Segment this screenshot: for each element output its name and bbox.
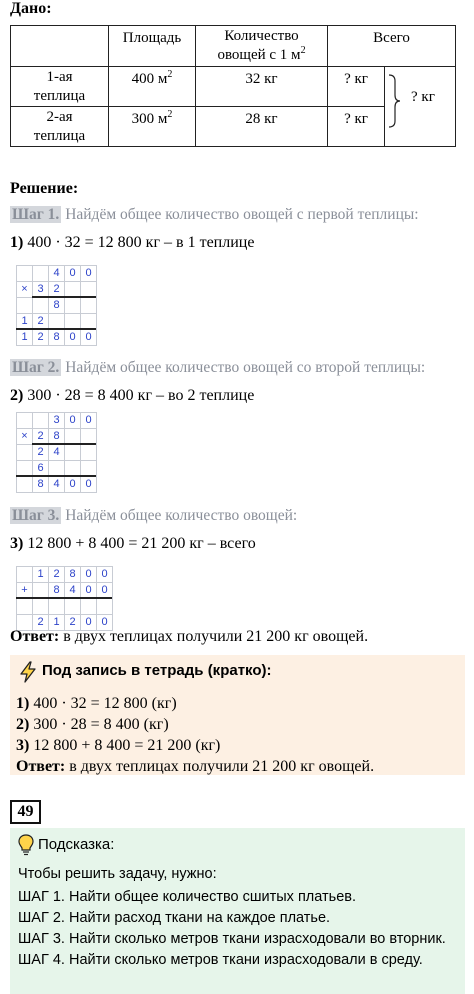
- task-number: 49: [10, 800, 41, 824]
- calc-cell: [81, 298, 97, 314]
- short-note-line: 1) 400 · 32 = 12 800 (кг): [16, 695, 177, 712]
- equation-3: 3) 12 800 + 8 400 = 21 200 кг – всего: [10, 535, 256, 552]
- table-row: [11, 67, 456, 107]
- calc-cell: ×: [17, 429, 33, 445]
- step-text: Найдём общее количество овощей с первой теплицы:: [65, 206, 419, 223]
- short-note-box: [10, 655, 465, 775]
- calc-cell: 1: [49, 615, 65, 631]
- step-text: Найдём общее количество овощей:: [65, 507, 298, 524]
- calc-cell: [17, 567, 33, 583]
- header-per-m2: [196, 26, 328, 67]
- sum-cell: [385, 67, 456, 147]
- solution-heading: Решение:: [10, 180, 79, 197]
- calc-cell: 2: [33, 314, 49, 330]
- hint-steps: [18, 887, 458, 971]
- step-badge: Шаг 1.: [12, 206, 60, 223]
- calc-cell: [33, 413, 49, 429]
- calc-cell: 0: [81, 567, 97, 583]
- given-table: [10, 25, 456, 147]
- calc-cell: [17, 298, 33, 314]
- short-note-answer: Ответ: в двух теплицах получили 21 200 кг овощей.: [16, 758, 375, 775]
- hint-step: ШАГ 1. Найти общее количество сшитых платьев.: [18, 889, 356, 905]
- calc-cell: 0: [65, 330, 81, 346]
- calc-cell: 8: [33, 477, 49, 493]
- calc-cell: ×: [17, 282, 33, 298]
- hint-step: ШАГ 3. Найти сколько метров ткани израсходовали во вторник.: [18, 931, 446, 947]
- short-note-line: 3) 12 800 + 8 400 = 21 200 (кг): [16, 737, 221, 754]
- equation-1: 1) 400 · 32 = 12 800 кг – в 1 теплице: [10, 234, 255, 251]
- calc-cell: [33, 599, 49, 615]
- step-1-title: [10, 206, 419, 224]
- calc-cell: 3: [49, 413, 65, 429]
- given-heading: Дано:: [10, 0, 52, 17]
- calc-cell: 2: [65, 615, 81, 631]
- calc-cell: 8: [49, 583, 65, 599]
- calc-cell: +: [17, 583, 33, 599]
- calc-cell: 2: [33, 429, 49, 445]
- step-badge: Шаг 3.: [12, 507, 60, 524]
- equation-2: 2) 300 · 28 = 8 400 кг – во 2 теплице: [10, 387, 255, 404]
- answer: Ответ: в двух теплицах получили 21 200 кг овощей.: [10, 628, 369, 645]
- calc-cell: [33, 266, 49, 282]
- calc-cell: [97, 599, 113, 615]
- calc-grid-2: [16, 412, 97, 493]
- calc-cell: 8: [49, 429, 65, 445]
- calc-cell: 1: [17, 314, 33, 330]
- hint-step: ШАГ 2. Найти расход ткани на каждое платье.: [18, 910, 331, 926]
- calc-cell: 0: [65, 266, 81, 282]
- step-2-title: [10, 359, 425, 377]
- row-total: ? кг: [328, 107, 385, 147]
- calc-cell: 8: [65, 567, 81, 583]
- calc-cell: 0: [81, 266, 97, 282]
- row-name: 2-ая теплица: [11, 107, 109, 147]
- calc-cell: [33, 298, 49, 314]
- step-badge: Шаг 2.: [12, 359, 60, 376]
- hint-intro: Чтобы решить задачу, нужно:: [18, 866, 217, 882]
- short-note-lines: [16, 693, 374, 777]
- calc-cell: 4: [49, 445, 65, 461]
- calc-cell: [17, 266, 33, 282]
- calc-cell: [17, 477, 33, 493]
- lightbulb-icon: [18, 834, 34, 856]
- calc-cell: 1: [33, 567, 49, 583]
- calc-cell: [65, 298, 81, 314]
- calc-cell: 4: [49, 477, 65, 493]
- row-area: 300 $м^2$: [109, 107, 196, 147]
- calc-cell: 0: [81, 413, 97, 429]
- calc-cell: [81, 445, 97, 461]
- calc-grid-1: [16, 265, 97, 346]
- short-note-title: Под запись в тетрадь (кратко):: [42, 662, 272, 679]
- calc-cell: 0: [81, 330, 97, 346]
- calc-rule: [32, 443, 96, 445]
- calc-cell: [49, 599, 65, 615]
- calc-cell: [65, 599, 81, 615]
- calc-cell: 0: [81, 583, 97, 599]
- calc-cell: [17, 413, 33, 429]
- calc-cell: 0: [97, 583, 113, 599]
- calc-rule: [16, 597, 112, 599]
- brace-icon: [387, 73, 401, 129]
- calc-rule: [16, 475, 96, 477]
- header-per-m2-line1: Количество: [224, 28, 299, 44]
- hint-box: [10, 828, 465, 994]
- calc-rule: [16, 328, 96, 330]
- row-name: 1-ая теплица: [11, 67, 109, 107]
- header-per-m2-line2: овощей с 1 $м^2$: [217, 45, 306, 63]
- short-note-line: 2) 300 · 28 = 8 400 (кг): [16, 716, 169, 733]
- step-3-title: [10, 507, 297, 525]
- row-per-m2: 28 кг: [196, 107, 328, 147]
- lightning-icon: [18, 661, 38, 683]
- calc-cell: 0: [97, 615, 113, 631]
- calc-cell: 0: [81, 615, 97, 631]
- row-per-m2: 32 кг: [196, 67, 328, 107]
- calc-cell: [17, 445, 33, 461]
- calc-rule: [32, 296, 96, 298]
- calc-cell: 3: [33, 282, 49, 298]
- hint-step: ШАГ 4. Найти сколько метров ткани израсходовали в среду.: [18, 952, 423, 968]
- calc-cell: 8: [49, 330, 65, 346]
- calc-cell: [65, 445, 81, 461]
- calc-cell: [81, 599, 97, 615]
- calc-cell: 0: [65, 413, 81, 429]
- calc-cell: 2: [33, 330, 49, 346]
- calc-cell: 8: [49, 298, 65, 314]
- sum-value: ? кг: [411, 89, 435, 105]
- calc-cell: 2: [49, 282, 65, 298]
- calc-cell: 0: [81, 477, 97, 493]
- calc-cell: 4: [65, 583, 81, 599]
- calc-cell: 4: [49, 266, 65, 282]
- calc-cell: 0: [65, 477, 81, 493]
- header-total: Всего: [328, 26, 456, 67]
- calc-cell: 1: [17, 330, 33, 346]
- calc-cell: 2: [49, 567, 65, 583]
- calc-cell: [17, 599, 33, 615]
- calc-cell: 6: [33, 461, 49, 477]
- step-text: Найдём общее количество овощей со второй теплицы:: [65, 359, 426, 376]
- calc-cell: 2: [33, 445, 49, 461]
- calc-cell: 0: [97, 567, 113, 583]
- header-area: Площадь: [109, 26, 196, 67]
- row-area: 400 $м^2$: [109, 67, 196, 107]
- hint-title: Подсказка:: [38, 836, 115, 853]
- header-empty: [11, 26, 109, 67]
- calc-cell: 2: [33, 615, 49, 631]
- row-total: ? кг: [328, 67, 385, 107]
